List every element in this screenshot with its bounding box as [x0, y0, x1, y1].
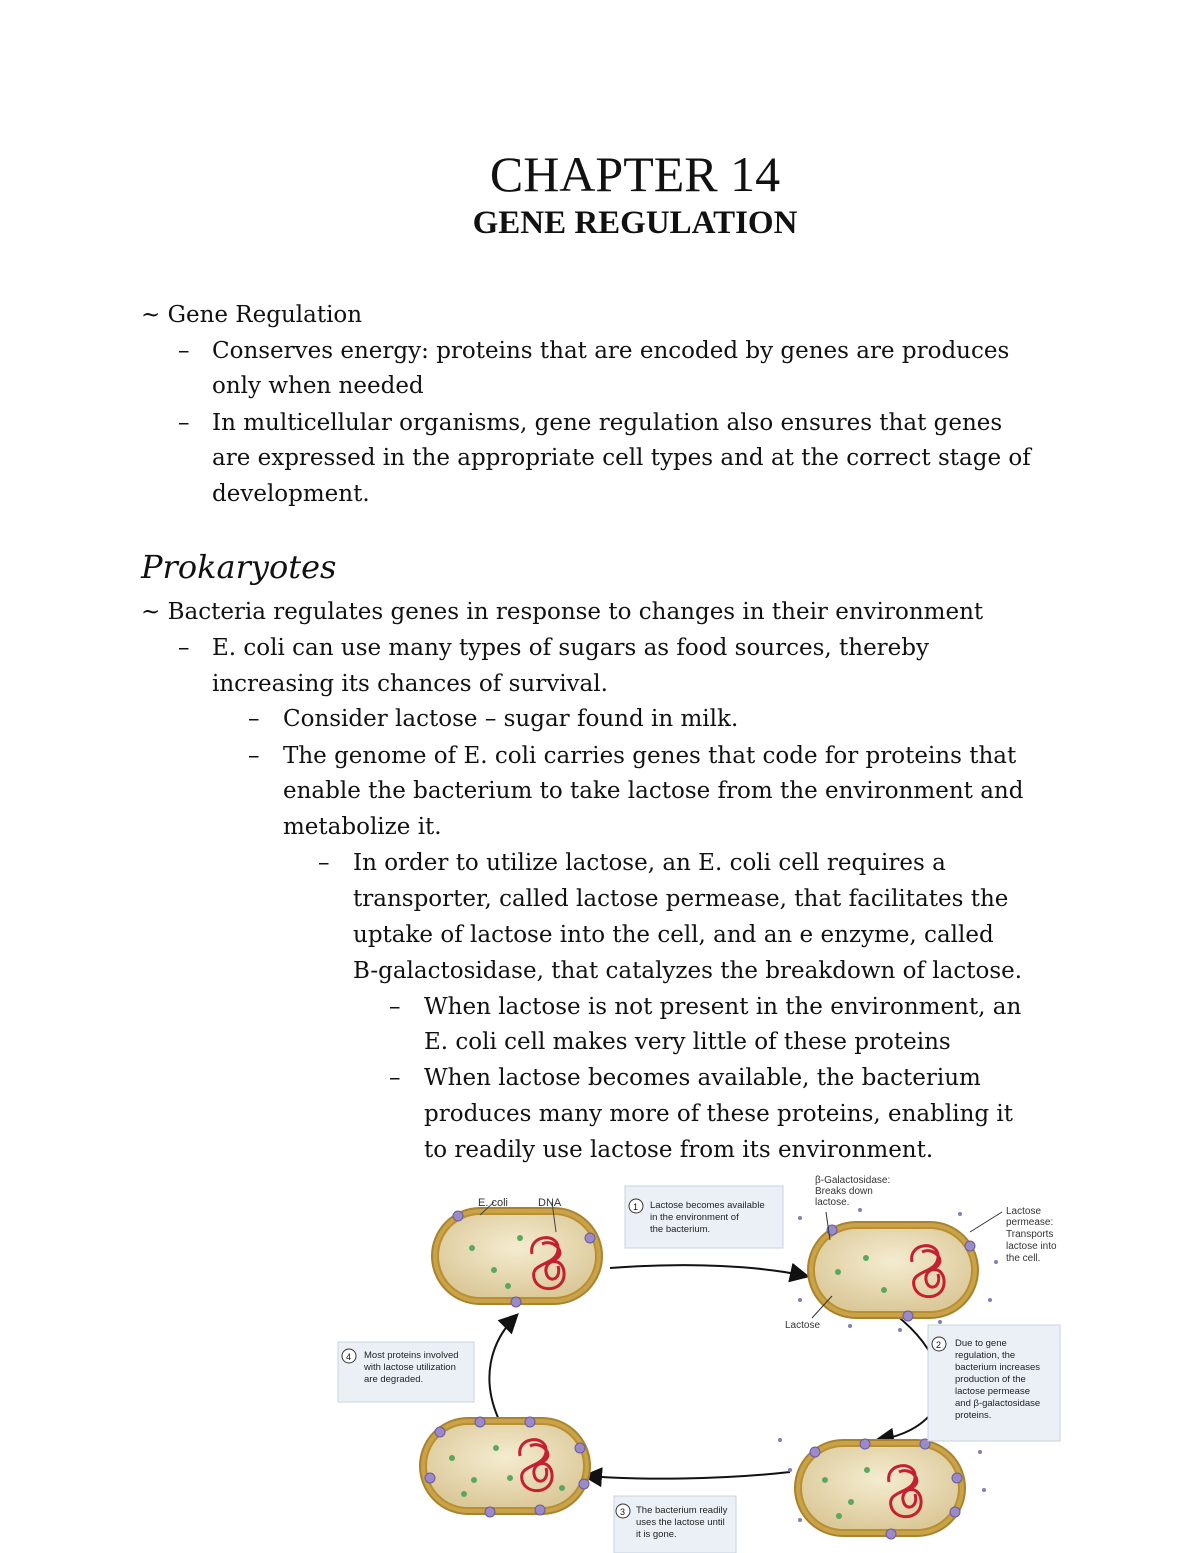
- bullet-dash: –: [318, 850, 330, 876]
- bullet-dash: –: [389, 994, 401, 1020]
- svg-text:production of the: production of the: [955, 1374, 1026, 1385]
- bullet-text: development.: [212, 481, 370, 507]
- cell-top-right: [808, 1222, 978, 1321]
- svg-text:regulation, the: regulation, the: [955, 1350, 1016, 1361]
- svg-text:with lactose utilization: with lactose utilization: [364, 1362, 456, 1373]
- label-dna: DNA: [538, 1197, 562, 1209]
- bacteria-heading: ~ Bacteria regulates genes in response to changes in their environment: [141, 599, 984, 625]
- step-box-2: [928, 1325, 1060, 1441]
- bullet-text: increasing its chances of survival.: [212, 671, 608, 697]
- bullet-text: When lactose becomes available, the bacterium: [424, 1065, 981, 1091]
- svg-text:and β-galactosidase: and β-galactosidase: [955, 1398, 1041, 1409]
- step-box-1: [625, 1186, 783, 1248]
- cell-bottom-left: [420, 1417, 590, 1517]
- step-number: 3: [620, 1507, 626, 1517]
- bullet-text: are expressed in the appropriate cell types and at the correct stage of: [212, 445, 1031, 471]
- bullet-text: produces many more of these proteins, enabling it: [424, 1101, 1014, 1127]
- svg-text:Lactose becomes available: Lactose becomes available: [650, 1200, 765, 1211]
- svg-text:the bacterium.: the bacterium.: [650, 1224, 711, 1235]
- svg-text:bacterium increases: bacterium increases: [955, 1362, 1041, 1373]
- bullet-text: B-galactosidase, that catalyzes the breakdown of lactose.: [353, 958, 1023, 984]
- bullet-text: When lactose is not present in the environment, an: [424, 994, 1022, 1020]
- step-box-4: [338, 1342, 474, 1402]
- bullet-text: metabolize it.: [283, 814, 442, 840]
- label-lactose: Lactose: [785, 1320, 821, 1331]
- bullet-dash: –: [178, 635, 190, 661]
- chapter-subtitle: GENE REGULATION: [472, 205, 798, 241]
- svg-text:Most proteins involved: Most proteins involved: [364, 1350, 459, 1361]
- bullet-dash: –: [248, 743, 260, 769]
- label-ecoli: E. coli: [478, 1197, 508, 1209]
- svg-text:lactose permease: lactose permease: [955, 1386, 1030, 1397]
- prokaryotes-heading: Prokaryotes: [141, 548, 337, 586]
- svg-text:Breaks down: Breaks down: [815, 1186, 873, 1197]
- step-number: 4: [346, 1352, 352, 1362]
- step-number: 2: [936, 1340, 942, 1350]
- bullet-text: The genome of E. coli carries genes that code for proteins that: [283, 743, 1017, 769]
- bullet-dash: –: [389, 1065, 401, 1091]
- bullet-dash: –: [178, 410, 190, 436]
- label-permease: [1006, 1206, 1057, 1264]
- svg-text:are degraded.: are degraded.: [364, 1374, 424, 1385]
- svg-text:lactose.: lactose.: [815, 1197, 850, 1208]
- bullet-text: uptake of lactose into the cell, and an e enzyme, called: [353, 922, 994, 948]
- chapter-title: CHAPTER 14: [489, 146, 781, 202]
- gene-regulation-heading: ~ Gene Regulation: [141, 302, 363, 328]
- bullet-text: In order to utilize lactose, an E. coli cell requires a: [353, 850, 946, 876]
- svg-text:in the environment of: in the environment of: [650, 1212, 739, 1223]
- svg-text:permease:: permease:: [1006, 1217, 1054, 1228]
- bullet-dash: –: [248, 706, 260, 732]
- svg-text:β-Galactosidase:: β-Galactosidase:: [815, 1175, 891, 1186]
- bullet-text: Consider lactose – sugar found in milk.: [283, 706, 739, 732]
- bullet-text: only when needed: [212, 373, 424, 399]
- svg-text:The bacterium readily: The bacterium readily: [636, 1505, 728, 1516]
- svg-text:proteins.: proteins.: [955, 1410, 992, 1421]
- bullet-text: to readily use lactose from its environment.: [424, 1137, 934, 1163]
- svg-text:uses the lactose until: uses the lactose until: [636, 1517, 725, 1528]
- bullet-text: In multicellular organisms, gene regulation also ensures that genes: [212, 410, 1003, 436]
- bullet-text: E. coli cell makes very little of these proteins: [424, 1029, 951, 1055]
- label-galactosidase: [815, 1175, 890, 1208]
- svg-text:Lactose: Lactose: [1006, 1206, 1042, 1217]
- cell-top-left: [432, 1208, 602, 1307]
- bullet-text: E. coli can use many types of sugars as food sources, thereby: [212, 635, 930, 661]
- step-number: 1: [633, 1202, 639, 1212]
- svg-text:lactose into: lactose into: [1006, 1241, 1057, 1252]
- bullet-text: enable the bacterium to take lactose from the environment and: [283, 778, 1024, 804]
- svg-text:Due to gene: Due to gene: [955, 1338, 1007, 1349]
- step-box-3: [614, 1496, 736, 1553]
- bullet-text: Conserves energy: proteins that are encoded by genes are produces: [212, 338, 1010, 364]
- cell-bottom-right: [795, 1439, 965, 1539]
- svg-text:the cell.: the cell.: [1006, 1253, 1041, 1264]
- bullet-text: transporter, called lactose permease, that facilitates the: [353, 886, 1009, 912]
- svg-text:it is gone.: it is gone.: [636, 1529, 677, 1540]
- bullet-dash: –: [178, 338, 190, 364]
- svg-text:Transports: Transports: [1006, 1229, 1054, 1240]
